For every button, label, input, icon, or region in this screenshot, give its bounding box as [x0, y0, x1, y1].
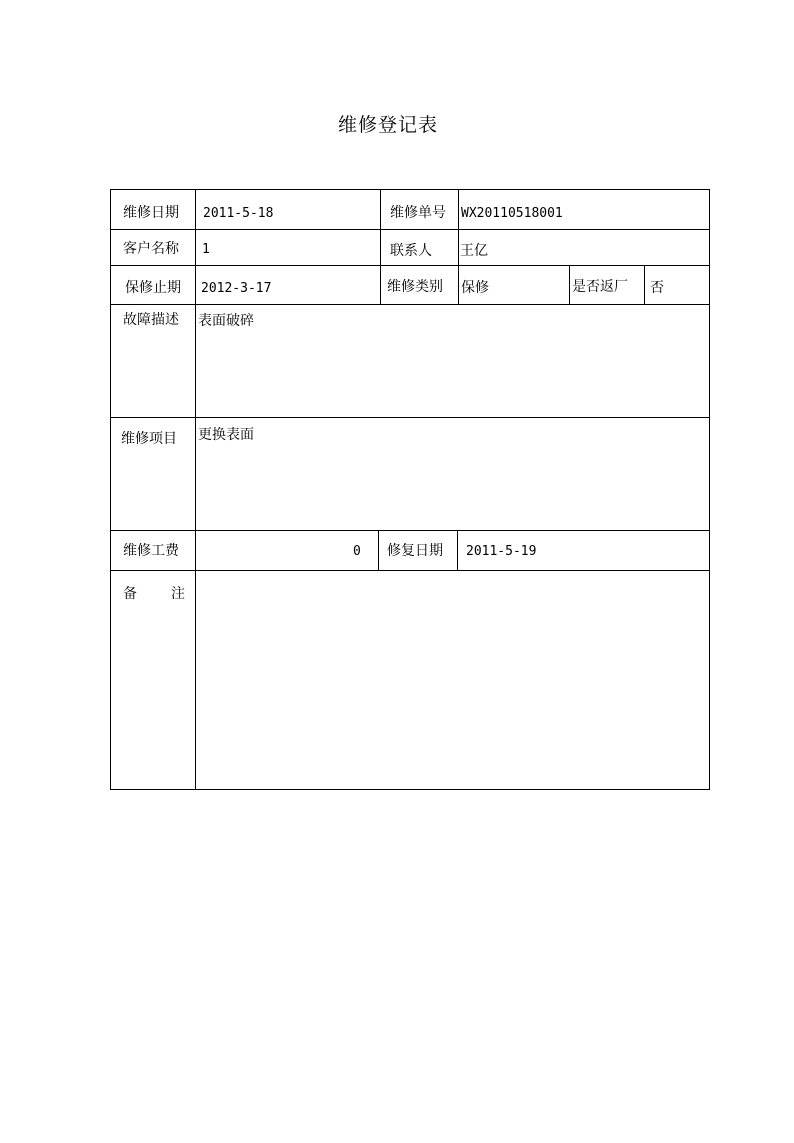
repair-date-value: 2011-5-18	[203, 206, 274, 221]
remark-label-char-2: 注	[171, 586, 185, 602]
repair-registration-form	[110, 189, 710, 790]
repair-type-label: 维修类别	[387, 279, 443, 295]
column-divider	[457, 530, 458, 570]
row-divider	[111, 530, 709, 531]
remark-label	[123, 585, 185, 603]
fix-date-label: 修复日期	[387, 543, 443, 559]
row-divider	[111, 304, 709, 305]
labor-fee-label: 维修工费	[123, 543, 179, 559]
return-factory-label: 是否返厂	[572, 279, 628, 295]
labor-fee-value: 0	[353, 544, 361, 559]
repair-type-value: 保修	[461, 280, 489, 296]
repair-date-label: 维修日期	[123, 205, 179, 221]
row-divider	[111, 570, 709, 571]
column-divider	[195, 190, 196, 789]
remark-label-char-1: 备	[123, 586, 137, 602]
customer-name-value: 1	[202, 242, 210, 257]
repair-items-label: 维修项目	[121, 431, 177, 447]
fix-date-value: 2011-5-19	[466, 544, 537, 559]
repair-no-label: 维修单号	[390, 205, 446, 221]
repair-no-value: WX20110518001	[461, 206, 563, 221]
row-divider	[111, 417, 709, 418]
column-divider	[378, 530, 379, 570]
warranty-end-value: 2012-3-17	[201, 281, 272, 296]
customer-name-label: 客户名称	[123, 241, 179, 257]
repair-items-value: 更换表面	[198, 427, 254, 443]
warranty-end-label: 保修止期	[125, 280, 181, 296]
contact-value: 王亿	[460, 243, 488, 259]
fault-description-label: 故障描述	[123, 312, 179, 328]
row-divider	[111, 265, 709, 266]
column-divider	[458, 190, 459, 304]
column-divider	[569, 265, 570, 304]
row-divider	[111, 229, 709, 230]
column-divider	[380, 190, 381, 304]
column-divider	[644, 265, 645, 304]
page-title: 维修登记表	[337, 114, 438, 136]
fault-description-value: 表面破碎	[198, 313, 254, 329]
return-factory-value: 否	[650, 280, 664, 296]
contact-label: 联系人	[390, 243, 432, 259]
